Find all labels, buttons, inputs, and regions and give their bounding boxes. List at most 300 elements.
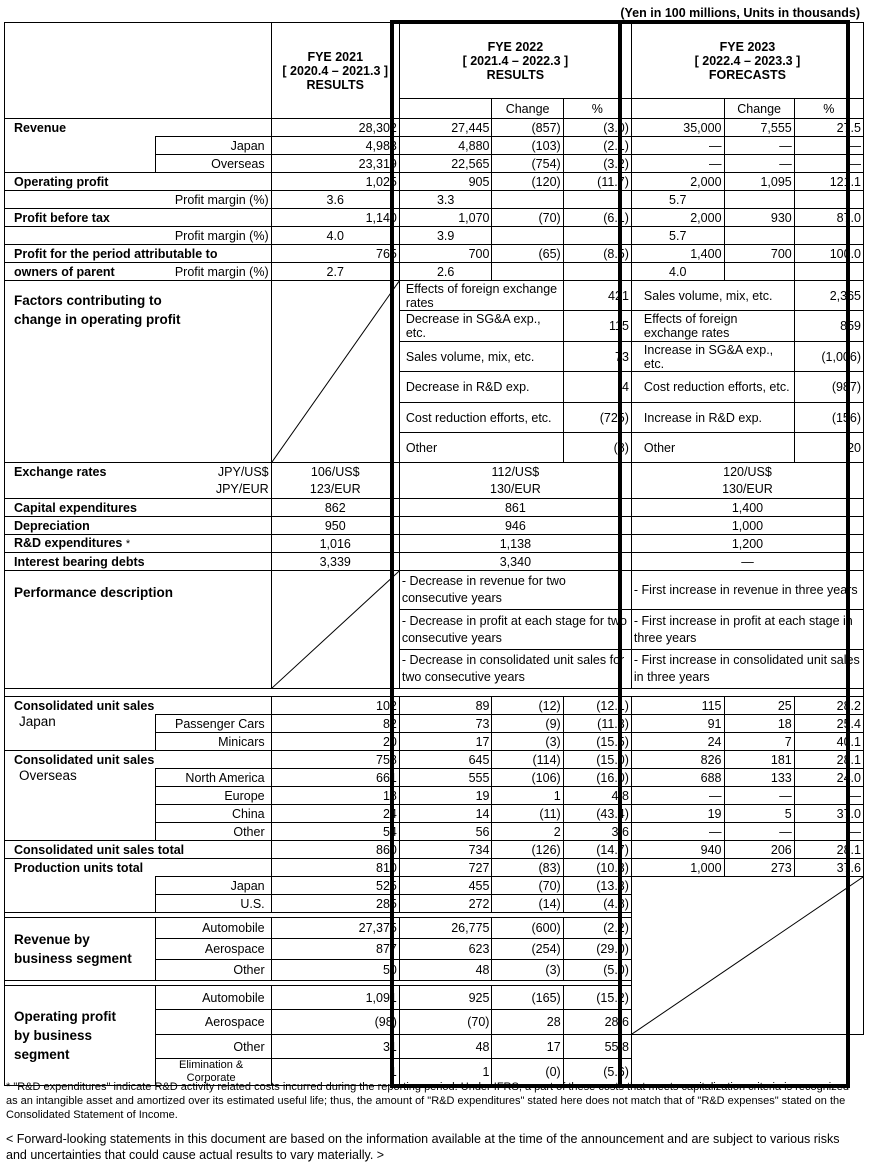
table-cell: 1,016 [271, 535, 399, 553]
value-cell: 18 [724, 715, 794, 733]
table-cell: 3.9 [399, 227, 492, 245]
table-cell [5, 481, 156, 499]
value-cell: (65) [492, 245, 563, 263]
value-cell: (254) [492, 939, 563, 960]
change-header: Change [724, 99, 794, 119]
units-note: (Yen in 100 millions, Units in thousands) [620, 6, 860, 20]
eur-label: JPY/EUR [155, 481, 271, 499]
value-cell: (857) [492, 119, 563, 137]
value-cell: 700 [399, 245, 492, 263]
value-cell: (70) [492, 209, 563, 227]
table-row [5, 173, 864, 191]
table-cell: 946 [399, 517, 631, 535]
table-row [5, 877, 864, 895]
performance-text: - Decrease in profit at each stage for two consecutive years [399, 610, 631, 650]
value-cell: (29.0) [563, 939, 631, 960]
rnd-label [5, 535, 272, 553]
value-cell: 525 [271, 877, 399, 895]
value-cell: 27.5 [794, 119, 863, 137]
diagonal-line [272, 571, 399, 688]
sub-label: China [155, 805, 271, 823]
table-row [5, 245, 864, 263]
value-cell: 734 [399, 841, 492, 859]
value-cell: 1,140 [271, 209, 399, 227]
table-cell: 2.6 [399, 263, 492, 281]
value-cell: 4.8 [563, 787, 631, 805]
table-cell: 862 [271, 499, 399, 517]
value-cell: 121.1 [794, 173, 863, 191]
factor-text: Decrease in R&D exp. [399, 372, 563, 403]
op-segment-label [5, 986, 156, 1086]
value-cell: 940 [631, 841, 724, 859]
value-cell: — [724, 155, 794, 173]
value-cell: 1,400 [631, 245, 724, 263]
value-cell: 37.0 [794, 805, 863, 823]
unit-sales-total-label: Consolidated unit sales total [5, 841, 272, 859]
fy2023-year: FYE 2023 [719, 39, 776, 54]
sub-label: Passenger Cars [155, 715, 271, 733]
table-cell: 3,340 [399, 553, 631, 571]
table-cell: 112/US$ [399, 463, 631, 481]
table-cell: 1,400 [631, 499, 863, 517]
table-cell [724, 191, 794, 209]
value-cell: 22,565 [399, 155, 492, 173]
operating-profit-label: Operating profit [5, 173, 272, 191]
value-cell: 1,025 [271, 173, 399, 191]
rev-segment-label-1: Revenue by [14, 932, 90, 947]
table-cell: 123/EUR [271, 481, 399, 499]
value-cell: 19 [399, 787, 492, 805]
value-cell: (14.7) [563, 841, 631, 859]
value-cell: 28.6 [563, 1010, 631, 1035]
value-cell: — [631, 137, 724, 155]
table-row [5, 119, 864, 137]
value-cell: (2.2) [563, 918, 631, 939]
table-row [5, 859, 864, 877]
value-cell: 73 [399, 715, 492, 733]
table-cell [5, 689, 864, 697]
value-cell: 1 [399, 1059, 492, 1086]
margin-label: Profit margin (%) [5, 227, 272, 245]
table-row [5, 137, 864, 155]
sub-label: Japan [155, 877, 271, 895]
fy2021-period: [ 2020.4 – 2021.3 ] [282, 63, 389, 78]
japan-label: Japan [155, 137, 271, 155]
value-cell: 1,095 [724, 173, 794, 191]
value-cell: 623 [399, 939, 492, 960]
table-row [5, 553, 864, 571]
value-cell: 48 [399, 1035, 492, 1059]
table-cell: 130/EUR [399, 481, 631, 499]
fy2022-year: FYE 2022 [487, 39, 544, 54]
table-cell: 130/EUR [631, 481, 863, 499]
table-cell [563, 227, 631, 245]
value-cell: 55.8 [563, 1035, 631, 1059]
op-segment-label-3: segment [14, 1047, 70, 1062]
value-cell: — [631, 787, 724, 805]
value-cell: (2.1) [563, 137, 631, 155]
value-cell: 28 [492, 1010, 563, 1035]
pct-header: % [563, 99, 631, 119]
table-cell: 3.6 [271, 191, 399, 209]
value-cell: 50 [271, 960, 399, 981]
value-cell: 25 [724, 697, 794, 715]
value-cell: 727 [399, 859, 492, 877]
factor-text: Other [631, 433, 794, 463]
value-cell: 89 [399, 697, 492, 715]
table-cell [563, 263, 631, 281]
value-cell: (165) [492, 986, 563, 1010]
value-cell: 860 [271, 841, 399, 859]
table-cell: — [631, 553, 863, 571]
value-cell: 7,555 [724, 119, 794, 137]
value-cell: (16.0) [563, 769, 631, 787]
value-cell: 206 [724, 841, 794, 859]
factor-text: Increase in R&D exp. [631, 403, 794, 433]
segment-label: Automobile [155, 986, 271, 1010]
table-cell: 106/US$ [271, 463, 399, 481]
factor-value: 73 [563, 342, 631, 372]
performance-text: - First increase in profit at each stage in three years [631, 610, 863, 650]
pat-label-2: owners of parent [5, 263, 156, 281]
table-row [5, 517, 864, 535]
value-cell: (10.3) [563, 859, 631, 877]
table-row [5, 697, 864, 715]
value-cell: — [724, 823, 794, 841]
lower-right-diagonal [631, 877, 863, 1035]
segment-label: Other [155, 960, 271, 981]
value-cell: 1 [492, 787, 563, 805]
table-cell [724, 263, 794, 281]
rev-segment-label-2: business segment [14, 951, 132, 966]
value-cell: (9) [492, 715, 563, 733]
table-cell [794, 263, 863, 281]
factor-text: Sales volume, mix, etc. [631, 281, 794, 311]
header-fy2021 [271, 23, 399, 119]
usd-label: JPY/US$ [155, 463, 271, 481]
fy2023-period: [ 2022.4 – 2023.3 ] [694, 53, 801, 68]
factors-label [5, 281, 272, 463]
change-header: Change [492, 99, 563, 119]
factor-text: Sales volume, mix, etc. [399, 342, 563, 372]
segment-label: Other [155, 1035, 271, 1059]
financial-table [4, 22, 864, 1086]
value-cell: (12.1) [563, 697, 631, 715]
value-cell: (3.0) [563, 119, 631, 137]
value-cell: (0) [492, 1059, 563, 1086]
value-cell: (11.3) [563, 715, 631, 733]
table-cell: 861 [399, 499, 631, 517]
table-row [5, 689, 864, 697]
value-cell: — [631, 823, 724, 841]
value-cell: 930 [724, 209, 794, 227]
table-cell [492, 227, 563, 245]
value-cell: 1,000 [631, 859, 724, 877]
table-cell [492, 263, 563, 281]
table-row [5, 769, 864, 787]
value-cell: 688 [631, 769, 724, 787]
table-row [5, 23, 864, 99]
value-cell: — [794, 137, 863, 155]
value-cell: — [631, 155, 724, 173]
value-cell: — [724, 787, 794, 805]
value-cell: 273 [724, 859, 794, 877]
op-segment-label-1: Operating profit [14, 1009, 116, 1024]
value-cell: (126) [492, 841, 563, 859]
rnd-footnote: * "R&D expenditures" indicate R&D activity related costs incurred during the reporting period. Under IFRS, a part of these costs that meets capitalization criteria is recognized as an intangible asset and amortized over its estimated useful life; thus, the amount of "R&D expenditures" stated here does not match that of "R&D expenses" stated on the Consolidated Statement of Income. [6, 1081, 849, 1121]
performance-text: - First increase in revenue in three years [631, 571, 863, 610]
value-cell: 48 [399, 960, 492, 981]
table-cell: 3.3 [399, 191, 492, 209]
value-cell: — [794, 155, 863, 173]
factor-text: Cost reduction efforts, etc. [399, 403, 563, 433]
value-cell: — [794, 823, 863, 841]
performance-diagonal [271, 571, 399, 689]
value-cell: (754) [492, 155, 563, 173]
value-cell: 28.1 [794, 841, 863, 859]
value-cell: (3.2) [563, 155, 631, 173]
performance-text: - Decrease in consolidated unit sales for two consecutive years [399, 650, 631, 689]
region-label: Overseas [5, 769, 156, 841]
segment-label: Aerospace [155, 939, 271, 960]
value-cell: 758 [271, 751, 399, 769]
region-label: Japan [5, 715, 156, 751]
overseas-label: Overseas [155, 155, 271, 173]
value-cell: 181 [724, 751, 794, 769]
value-cell: 27,375 [271, 918, 399, 939]
table-row [5, 499, 864, 517]
op-segment-label-2: by business [14, 1028, 93, 1043]
header-fy2023 [631, 23, 863, 99]
value-cell: (5.6) [563, 1059, 631, 1086]
rev-segment-label [5, 918, 156, 981]
factor-value: (987) [794, 372, 863, 403]
factors-label-1: Factors contributing to [14, 293, 162, 308]
value-cell: 19 [631, 805, 724, 823]
value-cell: 826 [631, 751, 724, 769]
value-cell: 765 [271, 245, 399, 263]
sub-label: Other [155, 823, 271, 841]
value-cell: (11.7) [563, 173, 631, 191]
blank [5, 137, 156, 155]
value-cell: 4,983 [271, 137, 399, 155]
value-cell: 810 [271, 859, 399, 877]
table-row [5, 209, 864, 227]
value-cell: 455 [399, 877, 492, 895]
value-cell: — [724, 137, 794, 155]
value-cell: 5 [724, 805, 794, 823]
value-cell: 1,091 [271, 986, 399, 1010]
value-cell: (103) [492, 137, 563, 155]
diagonal-line [632, 877, 863, 1034]
segment-label: Automobile [155, 918, 271, 939]
rnd-label-text: R&D expenditures [14, 536, 123, 550]
fy2023-kind: FORECASTS [708, 67, 786, 82]
factors-label-2: change in operating profit [14, 312, 181, 327]
value-cell: 285 [271, 895, 399, 913]
table-cell: 1,000 [631, 517, 863, 535]
factor-value: 2,365 [794, 281, 863, 311]
sub-label: U.S. [155, 895, 271, 913]
value-cell: (4.8) [563, 895, 631, 913]
sub-label: Europe [155, 787, 271, 805]
value-cell: (6.1) [563, 209, 631, 227]
value-cell: 31 [271, 1035, 399, 1059]
fy2022-period: [ 2021.4 – 2022.3 ] [462, 53, 569, 68]
margin-label: Profit margin (%) [5, 191, 272, 209]
value-cell: 877 [271, 939, 399, 960]
value-cell: (15.2) [563, 986, 631, 1010]
pct-header: % [794, 99, 863, 119]
table-cell [492, 191, 563, 209]
value-cell: (14) [492, 895, 563, 913]
table-row [5, 263, 864, 281]
factor-value: (1,006) [794, 342, 863, 372]
value-cell: 37.6 [794, 859, 863, 877]
factor-value: (8) [563, 433, 631, 463]
factor-value: 859 [794, 311, 863, 342]
value-cell: (43.4) [563, 805, 631, 823]
table-row [5, 535, 864, 553]
pbt-label: Profit before tax [5, 209, 272, 227]
value-cell: (70) [492, 877, 563, 895]
value-cell: (15.0) [563, 751, 631, 769]
value-cell: 7 [724, 733, 794, 751]
table-cell: 2.7 [271, 263, 399, 281]
value-cell: 2,000 [631, 173, 724, 191]
table-row [5, 191, 864, 209]
value-cell: (70) [399, 1010, 492, 1035]
value-cell: (12) [492, 697, 563, 715]
table-cell: 1,200 [631, 535, 863, 553]
table-cell: 4.0 [271, 227, 399, 245]
blank [631, 99, 724, 119]
value-cell: (120) [492, 173, 563, 191]
value-cell: 661 [271, 769, 399, 787]
factors-diagonal [271, 281, 399, 463]
factor-value: 421 [563, 281, 631, 311]
production-label: Production units total [5, 859, 272, 877]
value-cell: 24 [271, 805, 399, 823]
header-fy2022 [399, 23, 631, 99]
value-cell: 28,302 [271, 119, 399, 137]
table-row [5, 571, 864, 610]
value-cell: 3.6 [563, 823, 631, 841]
value-cell: 40.1 [794, 733, 863, 751]
factor-value: 4 [563, 372, 631, 403]
value-cell: 100.0 [794, 245, 863, 263]
value-cell: 133 [724, 769, 794, 787]
fy2022-kind: RESULTS [486, 67, 545, 82]
factor-value: 20 [794, 433, 863, 463]
table-row [5, 281, 864, 311]
table-cell: 120/US$ [631, 463, 863, 481]
value-cell: 645 [399, 751, 492, 769]
table-cell [563, 191, 631, 209]
value-cell: 25.4 [794, 715, 863, 733]
table-row [5, 841, 864, 859]
blank [399, 99, 492, 119]
value-cell: (15.5) [563, 733, 631, 751]
revenue-label: Revenue [5, 119, 272, 137]
value-cell: 2,000 [631, 209, 724, 227]
value-cell: 17 [399, 733, 492, 751]
value-cell: (11) [492, 805, 563, 823]
table-cell [5, 877, 156, 913]
value-cell: 23,319 [271, 155, 399, 173]
value-cell: 700 [724, 245, 794, 263]
value-cell: 24.0 [794, 769, 863, 787]
value-cell: (3) [492, 733, 563, 751]
diagonal-line [272, 281, 399, 462]
value-cell: 925 [399, 986, 492, 1010]
margin-label: Profit margin (%) [155, 263, 271, 281]
value-cell: 91 [631, 715, 724, 733]
factor-value: (725) [563, 403, 631, 433]
value-cell: 26,775 [399, 918, 492, 939]
table-cell: 4.0 [631, 263, 724, 281]
performance-label [5, 571, 272, 689]
table-cell: 5.7 [631, 191, 724, 209]
value-cell: 27,445 [399, 119, 492, 137]
fy2021-kind: RESULTS [306, 77, 364, 92]
header-blank [5, 23, 272, 119]
table-cell: 950 [271, 517, 399, 535]
forward-looking-note: < Forward-looking statements in this document are based on the information available at the time of the announcement and are subject to various risks and uncertainties that could cause actual results to vary materially. > [6, 1132, 840, 1162]
value-cell: (83) [492, 859, 563, 877]
value-cell: (5.0) [563, 960, 631, 981]
value-cell: (106) [492, 769, 563, 787]
value-cell: (114) [492, 751, 563, 769]
value-cell: 54 [271, 823, 399, 841]
segment-label: Elimination & Corporate [155, 1059, 271, 1086]
blank [5, 155, 156, 173]
table-cell [794, 227, 863, 245]
value-cell: 82 [271, 715, 399, 733]
table-cell [794, 191, 863, 209]
sub-label: Minicars [155, 733, 271, 751]
value-cell: 272 [399, 895, 492, 913]
value-cell: 1 [271, 1059, 399, 1086]
table-cell: 3,339 [271, 553, 399, 571]
value-cell: 4,880 [399, 137, 492, 155]
value-cell: 87.0 [794, 209, 863, 227]
table-row [5, 715, 864, 733]
factor-text: Other [399, 433, 563, 463]
value-cell: 18 [271, 787, 399, 805]
table-row [5, 463, 864, 481]
value-cell: — [794, 787, 863, 805]
value-cell: 17 [492, 1035, 563, 1059]
exchange-label: Exchange rates [5, 463, 156, 481]
rnd-asterisk: * [125, 538, 131, 550]
value-cell: 1,070 [399, 209, 492, 227]
capex-label: Capital expenditures [5, 499, 272, 517]
table-cell [724, 227, 794, 245]
value-cell: (98) [271, 1010, 399, 1035]
segment-label: Aerospace [155, 1010, 271, 1035]
sub-label: North America [155, 769, 271, 787]
table-cell: 5.7 [631, 227, 724, 245]
performance-text: - First increase in consolidated unit sales in three years [631, 650, 863, 689]
table-row [5, 227, 864, 245]
value-cell: 2 [492, 823, 563, 841]
value-cell: 28.2 [794, 697, 863, 715]
factor-text: Decrease in SG&A exp., etc. [399, 311, 563, 342]
factor-text: Effects of foreign exchange rates [399, 281, 563, 311]
value-cell: 35,000 [631, 119, 724, 137]
value-cell: 555 [399, 769, 492, 787]
